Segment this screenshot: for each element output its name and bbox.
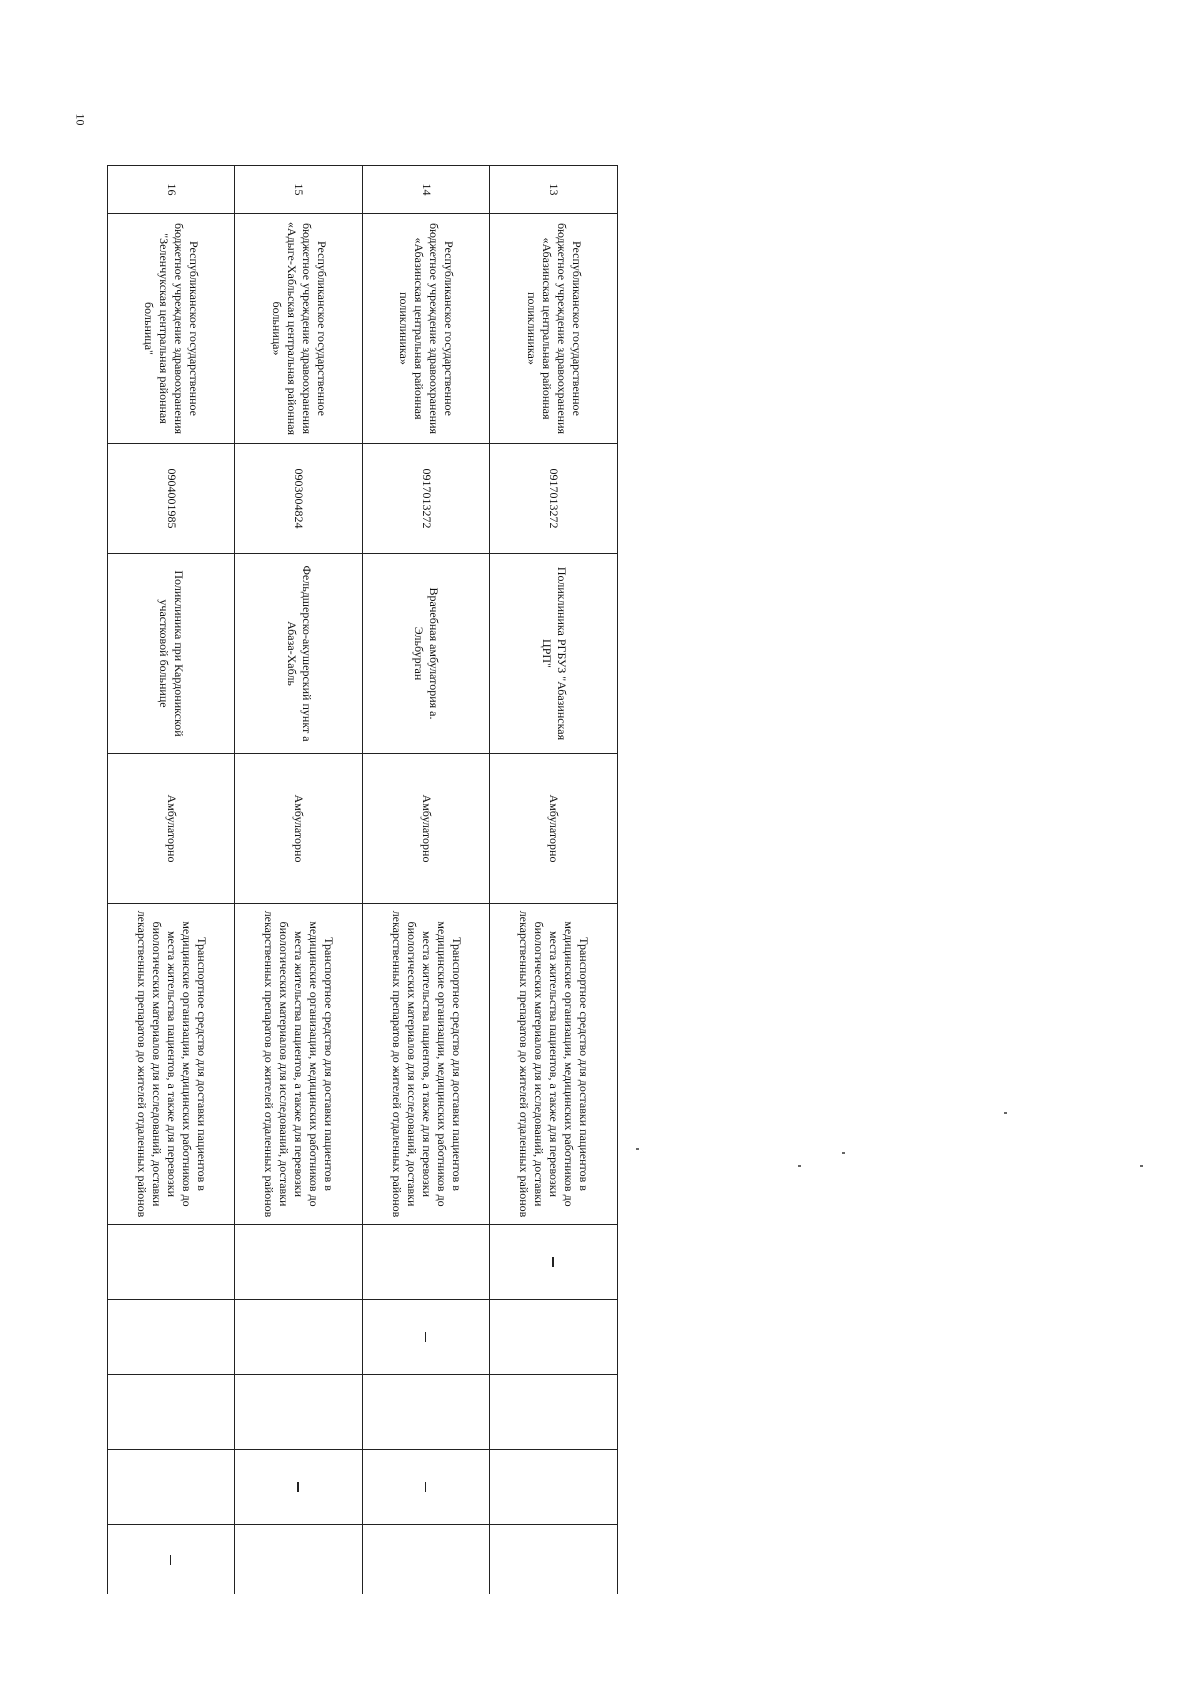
unit-name: Врачебная амбулатория а. Эльбурган	[363, 554, 491, 754]
vehicle-purpose: Транспортное средство для доставки пациентов в медицинские организации, медицинских работников до места жительства пациентов, а также для перевозки биологических материалов для исследований, доставки лекарственных препаратов до жителей отдаленных районов	[235, 904, 363, 1225]
unit-name: Поликлиника РГБУЗ "Абазинская ЦРП"	[490, 554, 618, 754]
scan-speck	[636, 1148, 639, 1150]
count-cell-2	[363, 1300, 491, 1375]
count-cell-1	[490, 1225, 618, 1300]
organization-name: Республиканское государственное бюджетное учреждение здравоохранения «Абазинская центральная районная поликлиника»	[363, 214, 491, 444]
scan-speck	[1004, 1112, 1007, 1114]
count-cell-3	[235, 1375, 363, 1450]
count-cell-5	[235, 1525, 363, 1595]
count-cell-3	[490, 1375, 618, 1450]
organization-name: Республиканское государственное бюджетное учреждение здравоохранения «Абазинская центральная районная поликлиника»	[490, 214, 618, 444]
row-number: 16	[108, 166, 236, 214]
count-cell-4	[235, 1450, 363, 1525]
table-row	[235, 166, 363, 1595]
row-number: 15	[235, 166, 363, 214]
count-cell-1	[235, 1225, 363, 1300]
count-cell-3	[108, 1375, 236, 1450]
count-cell-5	[363, 1525, 491, 1595]
count-mark	[170, 1555, 172, 1565]
organization-code: 0903004824	[235, 444, 363, 554]
organization-name: Республиканское государственное бюджетное учреждение здравоохранения «Адыге-Хабльская центральная районная больница»	[235, 214, 363, 444]
count-cell-2	[235, 1300, 363, 1375]
count-mark	[297, 1482, 299, 1492]
count-mark	[425, 1332, 427, 1342]
table-row	[490, 166, 618, 1595]
count-cell-5	[490, 1525, 618, 1595]
count-mark	[552, 1257, 554, 1267]
count-cell-2	[108, 1300, 236, 1375]
count-cell-2	[490, 1300, 618, 1375]
rotated-table-frame	[107, 165, 618, 1594]
scan-speck	[842, 1152, 845, 1154]
unit-name: Фельдшерско-акушерский пункт а Абаза-Хабль	[235, 554, 363, 754]
table-row	[363, 166, 491, 1595]
row-number: 13	[490, 166, 618, 214]
scan-speck	[798, 1165, 801, 1167]
organization-name: Республиканское государственное бюджетное учреждение здравоохранения "Зеленчукская центральная районная больница"	[108, 214, 236, 444]
count-cell-5	[108, 1525, 236, 1595]
table-row	[108, 166, 236, 1595]
register-table	[107, 165, 618, 1594]
organization-code: 0917013272	[490, 444, 618, 554]
care-condition: Амбулаторно	[490, 754, 618, 904]
count-cell-4	[363, 1450, 491, 1525]
unit-name: Поликлиника при Кардоникской участковой больнице	[108, 554, 236, 754]
count-cell-1	[108, 1225, 236, 1300]
count-cell-1	[363, 1225, 491, 1300]
care-condition: Амбулаторно	[235, 754, 363, 904]
count-cell-4	[108, 1450, 236, 1525]
care-condition: Амбулаторно	[108, 754, 236, 904]
row-number: 14	[363, 166, 491, 214]
organization-code: 0917013272	[363, 444, 491, 554]
care-condition: Амбулаторно	[363, 754, 491, 904]
vehicle-purpose: Транспортное средство для доставки пациентов в медицинские организации, медицинских работников до места жительства пациентов, а также для перевозки биологических материалов для исследований, доставки лекарственных препаратов до жителей отдаленных районов	[108, 904, 236, 1225]
organization-code: 0904001985	[108, 444, 236, 554]
vehicle-purpose: Транспортное средство для доставки пациентов в медицинские организации, медицинских работников до места жительства пациентов, а также для перевозки биологических материалов для исследований, доставки лекарственных препаратов до жителей отдаленных районов	[490, 904, 618, 1225]
scan-speck	[1140, 1165, 1143, 1167]
table-container	[107, 165, 618, 1594]
count-cell-4	[490, 1450, 618, 1525]
count-mark	[425, 1482, 427, 1492]
count-cell-3	[363, 1375, 491, 1450]
vehicle-purpose: Транспортное средство для доставки пациентов в медицинские организации, медицинских работников до места жительства пациентов, а также для перевозки биологических материалов для исследований, доставки лекарственных препаратов до жителей отдаленных районов	[363, 904, 491, 1225]
page-number: 10	[73, 113, 88, 126]
